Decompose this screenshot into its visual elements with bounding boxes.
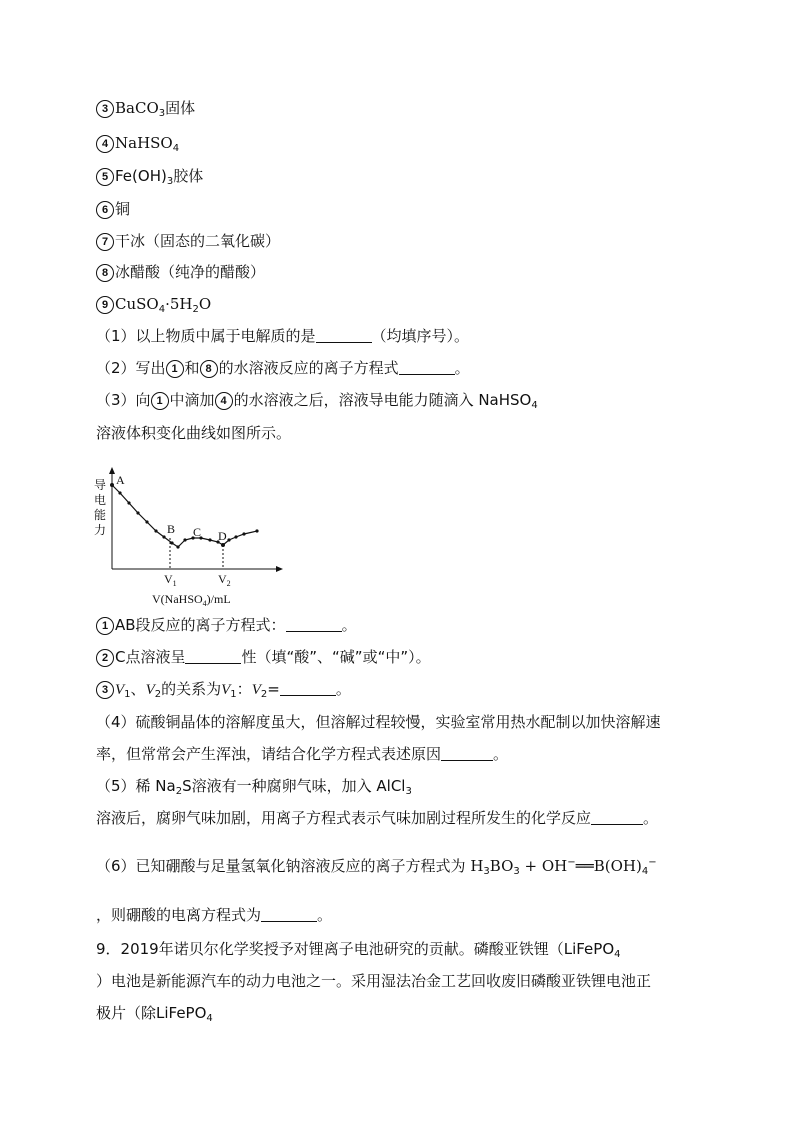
question-9-line1: 9．2019年诺贝尔化学奖授予对锂离子电池研究的贡献。磷酸亚铁锂（LiFePO$_4$ [96, 940, 621, 960]
answer-blank[interactable] [280, 681, 336, 696]
conductivity-graph [92, 465, 302, 610]
y-axis-arrow [109, 467, 115, 474]
question-4-line2: 率，但常常会产生浑浊，请结合化学方程式表述原因 。 [96, 745, 509, 763]
question-3-sub-2: 2 C点溶液呈 性（填“酸”、“碱”或“中”）。 [96, 647, 431, 667]
point-label-b: B [167, 522, 176, 536]
circled-number: 7 [96, 233, 114, 251]
answer-blank[interactable] [261, 907, 317, 922]
point-label-d: D [218, 529, 227, 543]
question-3-sub-1: 1 AB段反应的离子方程式： 。 [96, 615, 357, 635]
circled-number: 1 [151, 392, 169, 410]
answer-blank[interactable] [185, 649, 241, 664]
question-3-line2: 溶液体积变化曲线如图所示。 [96, 424, 292, 442]
circled-number: 9 [96, 296, 114, 314]
question-6-line2: ，则硼酸的电离方程式为 。 [96, 906, 333, 924]
item-5: 5 $Fe(OH)_3$胶体 [96, 166, 203, 186]
point-label-a: A [116, 473, 125, 487]
x-axis-arrow [276, 566, 283, 572]
circled-number: 8 [200, 360, 218, 378]
answer-blank[interactable] [286, 617, 342, 632]
question-5-line1: （5）稀 $Na_2S$溶液有一种腐卵气味，加入 AlCl$_3$ [96, 777, 412, 797]
circled-number: 3 [96, 681, 114, 699]
circled-number: 5 [96, 168, 114, 186]
point-label-c: C [193, 525, 202, 539]
question-6-line1: （6）已知硼酸与足量氢氧化钠溶液反应的离子方程式为 $H_3BO_3$ + $OH^-══B(OH)_4^-$ [96, 857, 657, 877]
y-label-char: 能 [94, 508, 107, 522]
circled-number: 1 [96, 617, 114, 635]
v1-label: $V_1$ [164, 572, 177, 588]
circled-number: 8 [96, 264, 114, 282]
curve-points [110, 483, 259, 549]
question-4-line1: （4）硫酸铜晶体的溶解度虽大，但溶解过程较慢，实验室常用热水配制以加快溶解速 [96, 713, 661, 731]
circled-number: 3 [96, 100, 114, 118]
y-label-char: 导 [94, 478, 107, 492]
circled-number: 4 [215, 392, 233, 410]
item-3: 3 BaCO$_3$固体 [96, 98, 195, 118]
answer-blank[interactable] [399, 360, 455, 375]
v2-label: $V_2$ [218, 572, 231, 588]
circled-number: 1 [166, 360, 184, 378]
y-label-char: 力 [94, 523, 107, 537]
question-2: （2）写出 1 和 8 的水溶液反应的离子方程式 。 [96, 359, 470, 377]
circled-number: 4 [96, 135, 114, 153]
item-6: 6 铜 [96, 199, 130, 219]
answer-blank[interactable] [316, 328, 372, 343]
item-9: 9 $CuSO_4\cdot 5H_2O$ [96, 294, 211, 314]
question-9-line3: 极片（除LiFePO$_4$ [96, 1004, 213, 1024]
question-9-line2: ）电池是新能源汽车的动力电池之一。采用湿法冶金工艺回收废旧磷酸亚铁锂电池正 [96, 972, 652, 990]
question-3: （3）向 1 中滴加 4 的水溶液之后，溶液导电能力随滴入 NaHSO$_4$ [96, 391, 538, 411]
question-5-line2: 溶液后，腐卵气味加剧，用离子方程式表示气味加剧过程所发生的化学反应 。 [96, 809, 659, 827]
item-8: 8 冰醋酸（纯净的醋酸） [96, 262, 265, 282]
x-axis-label: V(NaHSO$_4$)/mL [152, 592, 231, 608]
equals-arrow: ══ [575, 857, 594, 875]
circled-number: 2 [96, 649, 114, 667]
y-label-char: 电 [94, 493, 107, 507]
answer-blank[interactable] [591, 810, 643, 825]
question-1: （1）以上物质中属于电解质的是 （均填序号）。 [96, 327, 470, 345]
item-4: 4 NaHSO$_4$ [96, 133, 179, 153]
item-7: 7 干冰（固态的二氧化碳） [96, 231, 280, 251]
answer-blank[interactable] [441, 746, 493, 761]
circled-number: 6 [96, 201, 114, 219]
question-3-sub-3: 3 $V_1$、$V_2$的关系为$V_1$：$V_2=$ 。 [96, 679, 351, 700]
